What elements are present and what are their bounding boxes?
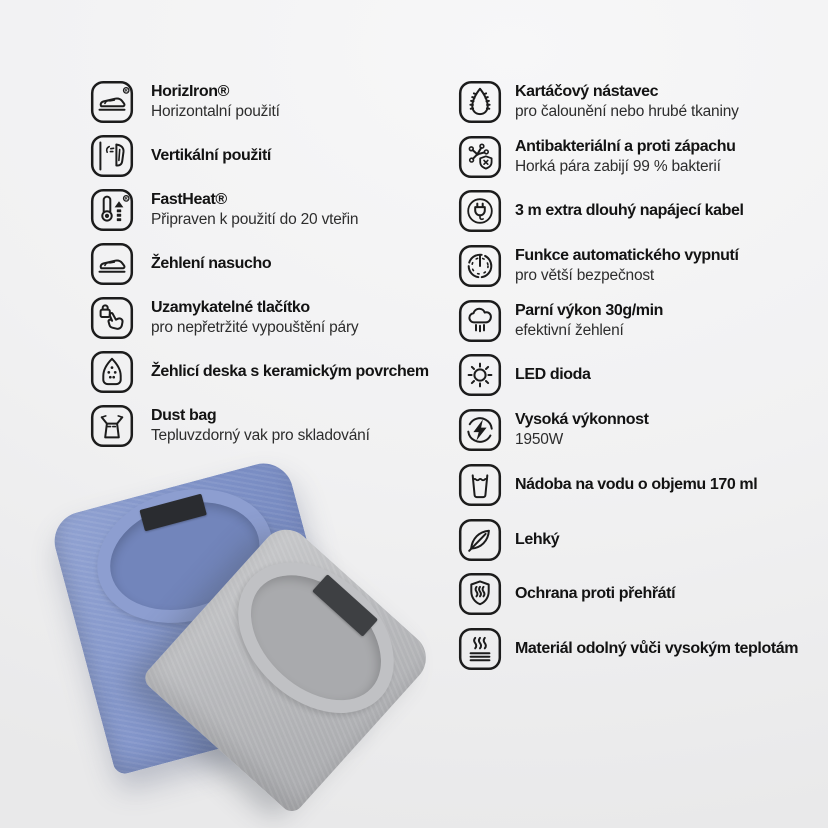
heat-resistant-icon-box	[458, 627, 502, 671]
feature-title: HorizIron®	[151, 83, 230, 100]
iron-vertical-icon	[90, 134, 134, 178]
iron-dry-icon-box	[90, 242, 134, 286]
steam-icon	[458, 299, 502, 343]
feature-title: Parní výkon 30g/min	[515, 301, 664, 319]
feature-title: Funkce automatického vypnutí	[515, 247, 739, 265]
feature-item	[90, 188, 470, 232]
thermometer-fast-icon-box	[90, 188, 134, 232]
feature-subtitle: 1950W	[515, 431, 564, 449]
feature-title: Vertikální použití	[151, 147, 271, 164]
feature-item	[458, 299, 826, 343]
feature-item	[458, 518, 826, 562]
feature-subtitle: Horizontalní použití	[151, 103, 280, 120]
lock-button-icon	[90, 296, 134, 340]
antibacterial-icon-box	[458, 135, 502, 179]
plug-icon	[458, 189, 502, 233]
soleplate-icon	[90, 350, 134, 394]
feature-subtitle: pro nepřetržité vypouštění páry	[151, 319, 359, 336]
steam-icon-box	[458, 299, 502, 343]
features-column-right	[458, 80, 826, 682]
feature-subtitle: pro větší bezpečnost	[515, 267, 655, 285]
iron-vertical-icon-box	[90, 134, 134, 178]
timer-icon-box	[458, 244, 502, 288]
dust-bag-icon	[90, 404, 134, 448]
brush-icon-box	[458, 80, 502, 124]
feature-item	[458, 135, 826, 179]
feature-title: Antibakteriální a proti zápachu	[515, 137, 736, 155]
feature-title: Dust bag	[151, 407, 217, 424]
feature-item	[458, 408, 826, 452]
feature-item	[458, 627, 826, 671]
feature-subtitle: efektivní žehlení	[515, 321, 624, 339]
led-icon-box	[458, 353, 502, 397]
feature-item	[458, 572, 826, 616]
power-icon-box	[458, 408, 502, 452]
feature-item	[458, 353, 826, 397]
feature-title: 3 m extra dlouhý napájecí kabel	[515, 202, 744, 220]
feature-item	[90, 134, 470, 178]
power-icon	[458, 408, 502, 452]
soleplate-icon-box	[90, 350, 134, 394]
dust-bag-icon-box	[90, 404, 134, 448]
feature-item	[458, 463, 826, 507]
feature-item	[90, 242, 470, 286]
iron-horizontal-icon-box	[90, 80, 134, 124]
feature-item	[458, 189, 826, 233]
feature-item	[90, 404, 470, 448]
feather-icon-box	[458, 518, 502, 562]
feature-item	[90, 296, 470, 340]
overheat-shield-icon	[458, 572, 502, 616]
lock-button-icon-box	[90, 296, 134, 340]
svg-text:R: R	[124, 88, 128, 94]
feature-subtitle: Horká pára zabijí 99 % bakterií	[515, 157, 721, 175]
feature-title: Ochrana proti přehřátí	[515, 585, 676, 603]
feature-title: Žehlení nasucho	[151, 255, 272, 272]
feature-title: Lehký	[515, 530, 560, 548]
feature-item	[458, 80, 826, 124]
features-column-left	[90, 80, 470, 458]
antibacterial-icon	[458, 135, 502, 179]
feature-item	[90, 350, 470, 394]
feature-title: LED dioda	[515, 366, 591, 384]
feature-subtitle: pro čalounění nebo hrubé tkaniny	[515, 103, 739, 120]
feature-title: FastHeat®	[151, 191, 227, 208]
thermometer-fast-icon	[90, 188, 134, 232]
brush-icon	[458, 80, 502, 124]
tshirts-photo	[58, 472, 448, 828]
water-tank-icon-box	[458, 463, 502, 507]
heat-resistant-icon	[458, 627, 502, 671]
timer-icon	[458, 244, 502, 288]
led-icon	[458, 353, 502, 397]
feature-item	[90, 80, 470, 124]
iron-horizontal-icon	[90, 80, 134, 124]
feature-title: Kartáčový nástavec	[515, 83, 659, 100]
feature-title: Vysoká výkonnost	[515, 411, 649, 429]
feature-title: Materiál odolný vůči vysokým teplotám	[515, 639, 799, 657]
feature-title: Uzamykatelné tlačítko	[151, 299, 310, 316]
feature-title: Žehlicí deska s keramickým povrchem	[151, 363, 429, 380]
feature-subtitle: Tepluvzdorný vak pro skladování	[151, 427, 370, 444]
svg-text:R: R	[124, 196, 128, 202]
feature-subtitle: Připraven k použití do 20 vteřin	[151, 211, 359, 228]
water-tank-icon	[458, 463, 502, 507]
overheat-shield-icon-box	[458, 572, 502, 616]
iron-dry-icon	[90, 242, 134, 286]
feature-title: Nádoba na vodu o objemu 170 ml	[515, 475, 758, 493]
feature-item	[458, 244, 826, 288]
plug-icon-box	[458, 189, 502, 233]
feather-icon	[458, 518, 502, 562]
